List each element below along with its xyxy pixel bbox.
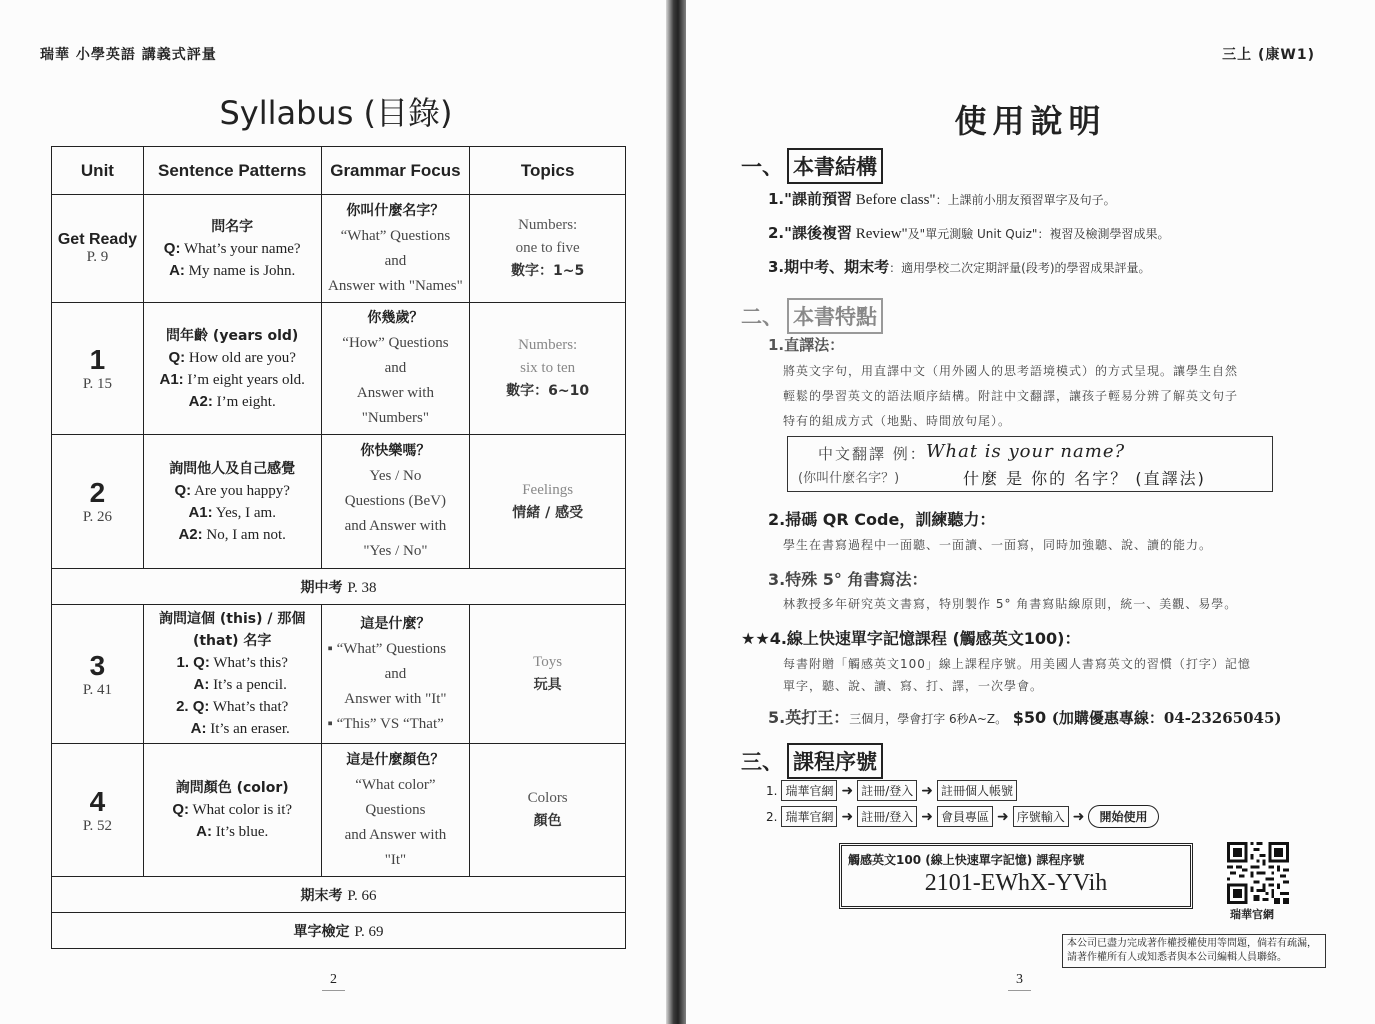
unit-page: P. 15	[82, 376, 113, 392]
grammar-line: and Answer with	[344, 518, 447, 534]
grammar-line: ▪ “This” VS “That”	[327, 715, 444, 732]
grammar-line: and	[384, 252, 407, 269]
unit-cell	[52, 605, 144, 744]
step-box: 註冊個人帳號	[937, 780, 1017, 801]
step-box: 瑞華官網	[781, 806, 837, 827]
feature-text: 學生在書寫過程中一面聽、一面讀、一面寫，同時加強聽、說、讀的能力。	[783, 538, 1213, 552]
unit-cell	[52, 435, 144, 569]
col-unit: Unit	[52, 147, 144, 195]
book-header: 三上 (康W1)	[1222, 47, 1315, 63]
copyright-note: 本公司已盡力完成著作權授權使用等問題，倘若有疏漏，請著作權所有人或知悉者與本公司編輯人員聯絡。	[1062, 934, 1326, 968]
sentence-line	[144, 347, 321, 369]
feature-title: 3.特殊 5° 角書寫法：	[768, 570, 928, 589]
unit-page: P. 26	[82, 509, 113, 525]
arrow-right-icon: ➜	[841, 782, 854, 799]
step-box: 序號輸入	[1013, 806, 1069, 827]
arrow-right-icon: ➜	[1072, 808, 1085, 825]
sentence-marker: A2:	[188, 392, 213, 410]
syllabus-title: Syllabus (目錄)	[219, 94, 453, 132]
structure-item: 2."課後複習 Review"及"單元測驗 Unit Quiz"：複習及檢測學習成果。	[768, 224, 1170, 242]
topic-line: Feelings	[522, 481, 574, 498]
grammar-line: “What” Questions	[340, 227, 451, 244]
grammar-line: and	[384, 360, 407, 376]
arrow-right-icon: ➜	[921, 808, 933, 825]
topic-zh: 顏色	[533, 813, 562, 829]
unit-label: Get Ready	[57, 231, 137, 248]
syllabus-table	[51, 146, 626, 949]
grammar-cell	[321, 605, 470, 744]
unit-page: P. 41	[82, 681, 113, 698]
sentence-marker: Q:	[163, 239, 181, 257]
grammar-line: Yes / No	[369, 468, 422, 484]
sentence-line	[144, 674, 321, 696]
sentence-text: It’s blue.	[211, 824, 269, 840]
sentence-marker: Q:	[172, 801, 190, 818]
qr-code-icon[interactable]	[1227, 842, 1289, 904]
topic-line: six to ten	[520, 360, 576, 376]
sentence-text: What color is it?	[189, 802, 293, 818]
grammar-cell	[321, 435, 470, 569]
left-page	[0, 0, 672, 1024]
grammar-heading: 你快樂嗎？	[360, 443, 431, 459]
book-gutter	[666, 0, 688, 1024]
col-sentence: Sentence Patterns	[143, 147, 321, 195]
unit-label: 4	[89, 785, 106, 817]
sentence-line	[144, 391, 321, 413]
sentence-heading: 詢問他人及自己感覺	[169, 460, 296, 477]
unit-cell	[52, 303, 144, 435]
sentence-text: No, I am not.	[202, 526, 286, 543]
grammar-line: and Answer with	[344, 826, 447, 843]
unit-page: P. 9	[86, 249, 109, 265]
sentence-line	[144, 652, 321, 674]
sentence-text: I’m eight years old.	[183, 371, 305, 388]
qr-caption: 瑞華官網	[1230, 908, 1274, 921]
sentence-text: How old are you?	[185, 349, 296, 366]
grammar-cell	[321, 744, 470, 877]
topic-zh: 數字：6~10	[506, 383, 590, 399]
section-serial: 三、 課程序號	[741, 743, 883, 779]
sentence-marker: A:	[196, 823, 212, 840]
sentence-line	[144, 238, 321, 260]
unit-page: P. 52	[82, 817, 113, 834]
unit-label: 2	[89, 477, 106, 508]
structure-item: 3.期中考、期末考：適用學校二次定期評量(段考)的學習成果評量。	[768, 258, 1151, 276]
exam-page: P. 66	[347, 887, 377, 904]
grammar-line: and	[384, 665, 407, 682]
table-row	[52, 303, 626, 435]
table-row	[52, 195, 626, 303]
serial-caption: 觸感英文100 (線上快速單字記憶) 課程序號	[848, 853, 1085, 867]
feature-typing: 5.英打王：三個月，學會打字 6秒A~Z。 $50 (加購優惠專線：04-23265045)	[768, 708, 1282, 727]
sentence-marker: Q:	[168, 348, 186, 366]
topic-zh: 情緒 / 感受	[512, 504, 584, 521]
grammar-line: Questions	[365, 801, 426, 818]
page-number: 2	[322, 972, 345, 991]
sentence-marker: A:	[169, 261, 185, 279]
sentence-marker: 2. Q:	[176, 698, 210, 715]
book-header: 瑞華 小學英語 講義式評量	[40, 47, 217, 63]
structure-item: 1."課前預習 Before class"：上課前小朋友預習單字及句子。	[768, 190, 1116, 208]
step-box: 會員專區	[937, 806, 993, 827]
feature-text: 特有的組成方式（地點、時間放句尾）。	[783, 414, 1012, 428]
sentence-cell	[143, 744, 321, 877]
exam-page: P. 69	[354, 923, 384, 940]
grammar-heading: 你幾歲？	[367, 310, 424, 326]
start-using-pill: 開始使用	[1088, 805, 1158, 828]
sentence-text: It’s a pencil.	[209, 677, 287, 693]
translation-example-box: 中文翻譯 例： (你叫什麼名字？) What is your name? 什麼 是 你的 名字？ (直譯法)	[787, 436, 1273, 492]
col-topics: Topics	[470, 147, 626, 195]
sentence-line	[144, 524, 321, 546]
unit-label: 3	[89, 649, 106, 681]
sentence-text: Are you happy?	[191, 482, 290, 499]
grammar-line: "Yes / No"	[363, 543, 428, 559]
exam-row	[52, 877, 626, 913]
sentence-text: It’s an eraser.	[206, 721, 290, 737]
grammar-cell	[321, 303, 470, 435]
sentence-heading: 詢問顏色 (color)	[175, 780, 289, 796]
sentence-text: What’s this?	[209, 655, 288, 671]
topic-cell	[470, 303, 626, 435]
topic-zh: 數字：1~5	[511, 263, 585, 279]
sentence-text: What’s your name?	[180, 240, 301, 257]
serial-code-box	[839, 843, 1193, 909]
sentence-marker: A:	[190, 720, 207, 737]
sentence-line	[144, 260, 321, 282]
table-row	[52, 605, 626, 744]
exam-page: P. 38	[347, 579, 377, 596]
topic-cell	[470, 435, 626, 569]
feature-title: ★★4.線上快速單字記憶課程 (觸感英文100)：	[741, 629, 1081, 648]
table-row	[52, 435, 626, 569]
exam-row	[52, 913, 626, 949]
grammar-line: Questions (BeV)	[344, 493, 447, 509]
sentence-cell	[143, 195, 321, 303]
table-row	[52, 744, 626, 877]
arrow-right-icon: ➜	[921, 782, 933, 799]
sentence-heading: 問年齡 (years old)	[166, 327, 299, 344]
sentence-marker: A2:	[178, 525, 203, 543]
grammar-line: Answer with "It"	[344, 690, 447, 707]
unit-label: 1	[89, 344, 106, 375]
sentence-marker: 1. Q:	[176, 654, 210, 671]
right-page	[686, 0, 1375, 1024]
grammar-line: “What color”	[355, 776, 436, 793]
registration-flow: 1. 瑞華官網 ➜ 註冊/登入 ➜ 註冊個人帳號	[766, 780, 1017, 801]
exam-label: 期中考	[300, 579, 343, 596]
feature-text: 將英文字句，用直譯中文（用外國人的思考語境模式）的方式呈現。讓學生自然	[783, 364, 1239, 378]
grammar-heading: 這是什麼顏色？	[346, 751, 445, 768]
sentence-line	[144, 799, 321, 821]
exam-label: 期末考	[300, 887, 343, 904]
section-features: 二、 本書特點	[741, 298, 883, 334]
sentence-marker: A1:	[188, 503, 213, 521]
grammar-cell	[321, 195, 470, 303]
exam-row	[52, 569, 626, 605]
grammar-line: Answer with	[356, 385, 434, 401]
feature-title: 2.掃碼 QR Code，訓練聽力：	[768, 510, 996, 529]
grammar-line: "It"	[384, 851, 407, 868]
grammar-line: ▪ “What” Questions	[327, 640, 447, 657]
topic-cell	[470, 605, 626, 744]
sentence-line	[144, 718, 321, 740]
instructions-title: 使用說明	[954, 102, 1107, 140]
step-box: 註冊/登入	[857, 806, 917, 827]
activation-flow: 2. 瑞華官網 ➜ 註冊/登入 ➜ 會員專區 ➜ 序號輸入 ➜ 開始使用	[766, 805, 1159, 828]
sentence-marker: A:	[193, 676, 210, 693]
topic-line: Colors	[527, 790, 568, 806]
grammar-heading: 這是什麼？	[360, 615, 431, 632]
exam-cell	[52, 913, 626, 949]
sentence-marker: A1:	[159, 370, 184, 388]
sentence-cell	[143, 435, 321, 569]
grammar-heading: 你叫什麼名字？	[346, 202, 445, 219]
sentence-cell	[143, 605, 321, 744]
sentence-heading: 詢問這個 (this) / 那個 (that) 名字	[159, 611, 306, 649]
topic-cell	[470, 744, 626, 877]
feature-text: 林教授多年研究英文書寫，特別製作 5° 角書寫貼線原則，統一、美觀、易學。	[783, 597, 1238, 611]
feature-title: 1.直譯法：	[768, 336, 845, 354]
sentence-text: What’s that?	[209, 699, 289, 715]
topic-line: one to five	[515, 240, 580, 256]
grammar-line: “How” Questions	[342, 335, 449, 351]
sentence-marker: Q:	[174, 481, 192, 499]
exam-cell	[52, 877, 626, 913]
unit-cell	[52, 744, 144, 877]
table-header-row	[52, 147, 626, 195]
sentence-line	[144, 821, 321, 843]
col-grammar: Grammar Focus	[321, 147, 470, 195]
topic-zh: 玩具	[533, 677, 562, 693]
arrow-right-icon: ➜	[841, 808, 854, 825]
sentence-heading: 問名字	[211, 218, 254, 235]
sentence-line	[144, 502, 321, 524]
feature-text: 每書附贈「觸感英文100」線上課程序號。用美國人書寫英文的習慣（打字）記憶	[783, 657, 1251, 671]
sentence-cell	[143, 303, 321, 435]
topic-line: Numbers:	[518, 217, 578, 233]
exam-cell	[52, 569, 626, 605]
sentence-text: My name is John.	[184, 262, 296, 279]
exam-label: 單字檢定	[293, 923, 350, 940]
sentence-text: I’m eight.	[212, 393, 276, 410]
topic-cell	[470, 195, 626, 303]
topic-line: Numbers:	[518, 337, 578, 353]
topic-line: Toys	[533, 654, 563, 670]
sentence-line	[144, 369, 321, 391]
step-box: 註冊/登入	[857, 780, 917, 801]
sentence-line	[144, 480, 321, 502]
unit-cell	[52, 195, 144, 303]
step-box: 瑞華官網	[781, 780, 837, 801]
sentence-line	[144, 696, 321, 718]
grammar-line: Answer with "Names"	[328, 277, 463, 294]
feature-text: 輕鬆的學習英文的語法順序結構。附註中文翻譯，讓孩子輕易分辨了解英文句子	[783, 389, 1239, 403]
page-number: 3	[1008, 972, 1031, 991]
grammar-line: "Numbers"	[361, 410, 430, 426]
section-structure: 一、 本書結構	[741, 148, 883, 184]
sentence-text: Yes, I am.	[212, 504, 276, 521]
feature-text: 單字，聽、說、讀、寫、打、譯，一次學會。	[783, 679, 1044, 693]
arrow-right-icon: ➜	[997, 808, 1009, 825]
serial-code: 2101-EWhX-YVih	[924, 870, 1108, 896]
